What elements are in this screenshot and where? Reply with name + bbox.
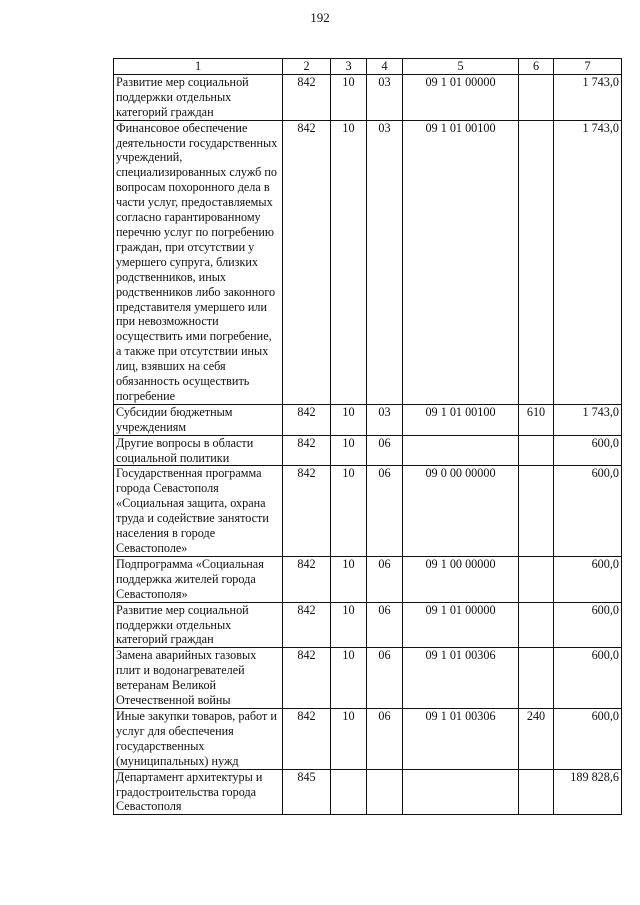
header-row <box>114 59 622 75</box>
row-name: Замена аварийных газовых плит и водонагревателей ветеранам Великой Отечественной войны <box>114 648 283 709</box>
section-code <box>331 769 367 815</box>
amount: 189 828,6 <box>554 769 622 815</box>
amount: 600,0 <box>554 648 622 709</box>
admin-code: 842 <box>283 648 331 709</box>
row-name: Иные закупки товаров, работ и услуг для обеспечения государственных (муниципальных) нужд <box>114 708 283 769</box>
column-header: 6 <box>519 59 554 75</box>
expense-type-code: 240 <box>519 708 554 769</box>
amount: 600,0 <box>554 602 622 648</box>
section-code: 10 <box>331 708 367 769</box>
target-article-code: 09 1 01 00306 <box>403 648 519 709</box>
column-header: 1 <box>114 59 283 75</box>
admin-code: 842 <box>283 435 331 466</box>
row-name: Государственная программа города Севастополя «Социальная защита, охрана труда и содействие занятости населения в городе Севастополе» <box>114 466 283 556</box>
amount: 600,0 <box>554 435 622 466</box>
amount: 600,0 <box>554 556 622 602</box>
amount: 1 743,0 <box>554 74 622 120</box>
subsection-code <box>367 769 403 815</box>
amount: 1 743,0 <box>554 404 622 435</box>
table-row <box>114 466 622 556</box>
column-header: 4 <box>367 59 403 75</box>
table-row <box>114 708 622 769</box>
section-code: 10 <box>331 404 367 435</box>
row-name: Субсидии бюджетным учреждениям <box>114 404 283 435</box>
table-row <box>114 120 622 404</box>
expense-type-code <box>519 435 554 466</box>
row-name: Подпрограмма «Социальная поддержка жителей города Севастополя» <box>114 556 283 602</box>
expense-type-code <box>519 466 554 556</box>
target-article-code: 09 1 01 00100 <box>403 404 519 435</box>
amount: 600,0 <box>554 466 622 556</box>
admin-code: 842 <box>283 708 331 769</box>
subsection-code: 06 <box>367 708 403 769</box>
section-code: 10 <box>331 648 367 709</box>
subsection-code: 03 <box>367 74 403 120</box>
target-article-code: 09 0 00 00000 <box>403 466 519 556</box>
section-code: 10 <box>331 74 367 120</box>
section-code: 10 <box>331 556 367 602</box>
section-code: 10 <box>331 602 367 648</box>
table-row <box>114 556 622 602</box>
target-article-code: 09 1 01 00000 <box>403 602 519 648</box>
expense-type-code <box>519 769 554 815</box>
row-name: Департамент архитектуры и градостроительства города Севастополя <box>114 769 283 815</box>
section-code: 10 <box>331 435 367 466</box>
row-name: Другие вопросы в области социальной политики <box>114 435 283 466</box>
target-article-code <box>403 769 519 815</box>
table-row <box>114 602 622 648</box>
admin-code: 842 <box>283 120 331 404</box>
row-name: Развитие мер социальной поддержки отдельных категорий граждан <box>114 74 283 120</box>
expense-type-code: 610 <box>519 404 554 435</box>
column-header: 3 <box>331 59 367 75</box>
section-code: 10 <box>331 466 367 556</box>
subsection-code: 03 <box>367 120 403 404</box>
target-article-code: 09 1 01 00306 <box>403 708 519 769</box>
budget-table <box>113 58 622 815</box>
table-row <box>114 769 622 815</box>
column-header: 7 <box>554 59 622 75</box>
table-row <box>114 74 622 120</box>
expense-type-code <box>519 648 554 709</box>
row-name: Финансовое обеспечение деятельности государственных учреждений, специализированных служб по вопросам похоронного дела в части услуг, предоставляемых согласно гарантированному перечню услуг по погребению граждан, при отсутствии у умершего супруга, близких родственников, иных родственников либо законного представителя умершего или при невозможности осуществить ими погребение, а также при отсутствии иных лиц, взявших на себя обязанность осуществить погребение <box>114 120 283 404</box>
subsection-code: 06 <box>367 435 403 466</box>
expense-type-code <box>519 74 554 120</box>
column-header: 2 <box>283 59 331 75</box>
amount: 1 743,0 <box>554 120 622 404</box>
admin-code: 845 <box>283 769 331 815</box>
target-article-code: 09 1 01 00100 <box>403 120 519 404</box>
page-number: 192 <box>310 10 330 25</box>
table-row <box>114 648 622 709</box>
target-article-code: 09 1 00 00000 <box>403 556 519 602</box>
table-row <box>114 404 622 435</box>
admin-code: 842 <box>283 404 331 435</box>
subsection-code: 06 <box>367 466 403 556</box>
subsection-code: 06 <box>367 602 403 648</box>
amount: 600,0 <box>554 708 622 769</box>
expense-type-code <box>519 120 554 404</box>
admin-code: 842 <box>283 602 331 648</box>
admin-code: 842 <box>283 556 331 602</box>
column-header: 5 <box>403 59 519 75</box>
target-article-code: 09 1 01 00000 <box>403 74 519 120</box>
section-code: 10 <box>331 120 367 404</box>
expense-type-code <box>519 602 554 648</box>
subsection-code: 06 <box>367 648 403 709</box>
subsection-code: 03 <box>367 404 403 435</box>
subsection-code: 06 <box>367 556 403 602</box>
expense-type-code <box>519 556 554 602</box>
row-name: Развитие мер социальной поддержки отдельных категорий граждан <box>114 602 283 648</box>
table-row <box>114 435 622 466</box>
target-article-code <box>403 435 519 466</box>
admin-code: 842 <box>283 466 331 556</box>
admin-code: 842 <box>283 74 331 120</box>
